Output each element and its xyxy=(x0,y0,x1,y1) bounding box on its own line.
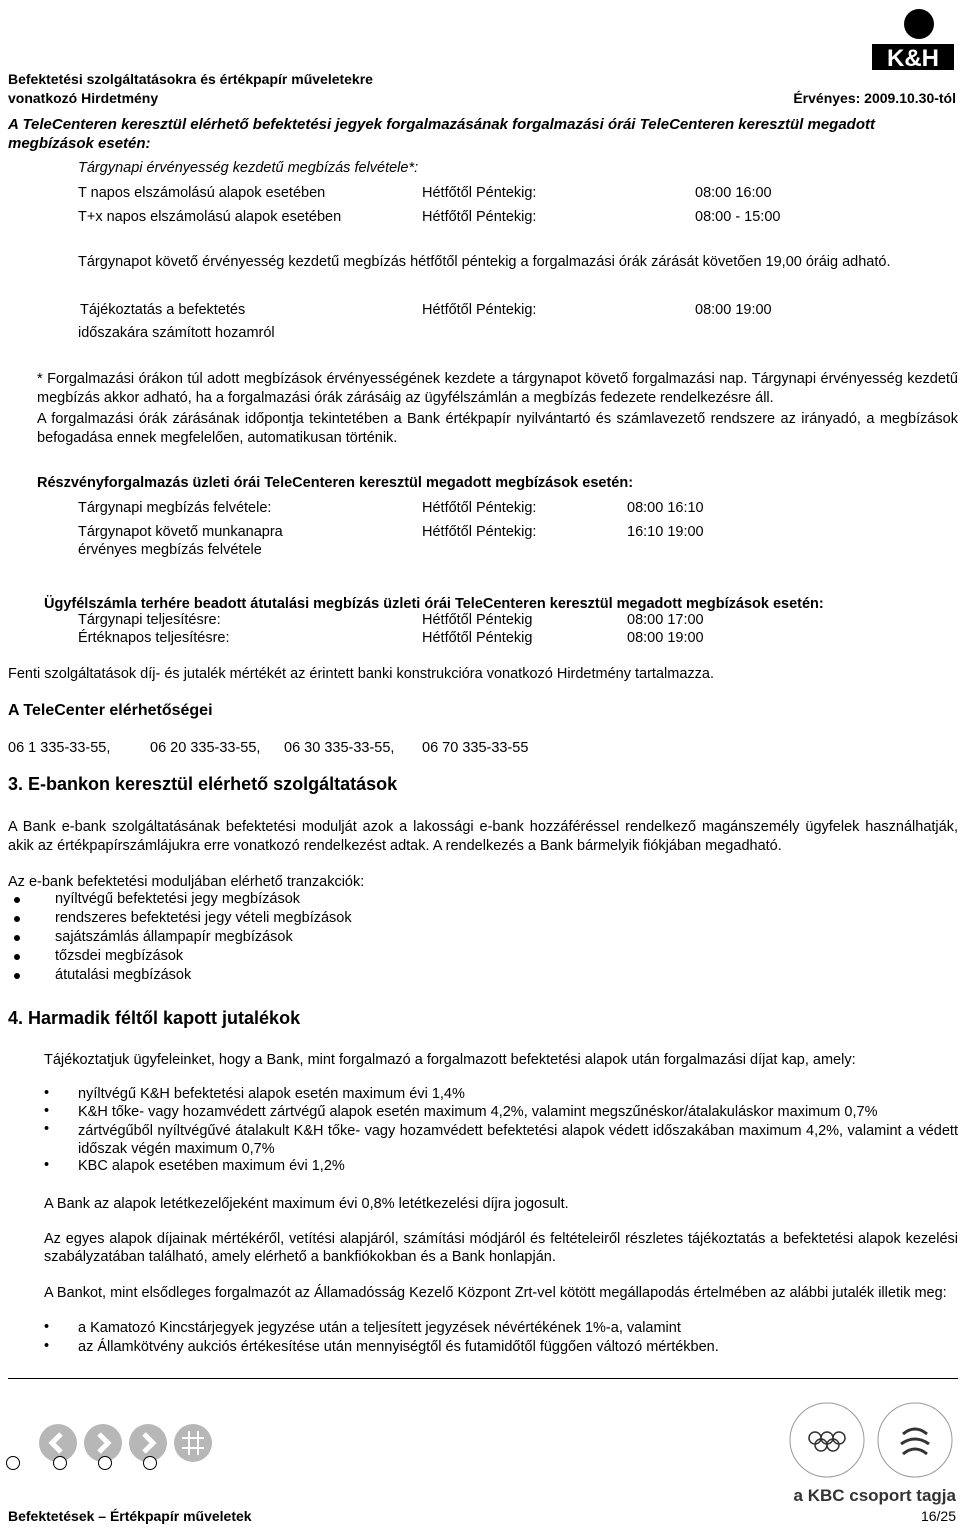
ebank-title: 3. E-bankon keresztül elérhető szolgáltatások xyxy=(8,774,398,794)
shares-row2-label-2: érvényes megbízás felvétele xyxy=(78,542,262,558)
nav-grid-button[interactable] xyxy=(174,1424,212,1462)
same-day-heading: Tárgynapi érvényesség kezdetű megbízás felvétele*: xyxy=(78,160,419,176)
kbc-tagline: a KBC csoport tagja xyxy=(793,1486,956,1505)
list-item: • K&H tőke- vagy hozamvédett zártvégű alapok esetén maximum 4,2%, valamint megszűnéskor/átalakuláskor maximum 0,7% xyxy=(44,1103,878,1120)
info-time: 08:00 19:00 xyxy=(695,302,772,318)
ebank-intro: A Bank e-bank szolgáltatásának befektetési modulját azok a lakossági e-bank hozzáféréssel rendelkező magánszemély ügyfelek használhatják, akik az értékpapírszámlájukra erre vonatkozó rendelkezést adtak. A rendelkezés a Bank bármelyik fiókjában megadható. xyxy=(8,819,958,854)
transfers-row1-time: 08:00 17:00 xyxy=(627,612,704,628)
footer-divider xyxy=(8,1378,958,1379)
phone-2: 06 20 335-33-55, xyxy=(150,740,261,756)
footer-left: Befektetések – Értékpapír műveletek xyxy=(8,1508,252,1524)
telecenter-title-2: megbízások esetén: xyxy=(8,135,151,152)
list-item: • KBC alapok esetében maximum évi 1,2% xyxy=(44,1157,345,1174)
list-item: • zártvégűből nyíltvégűvé átalakult K&H tőke- vagy hozamvédett befektetési alapok védett időszakában maximum 4,2%, valamint a védett időszak végén maximum 0,7% xyxy=(44,1121,958,1157)
telecenter-title-1: A TeleCenteren keresztül elérhető befektetési jegyek forgalmazásának forgalmazási órái TeleCenteren keresztül megadott xyxy=(8,116,875,133)
valid-date: Érvényes: 2009.10.30-tól xyxy=(793,90,956,106)
row-t-days: Hétfőtől Péntekig: xyxy=(422,185,537,201)
shares-row1-time: 08:00 16:10 xyxy=(627,500,704,516)
shares-row2-label-1: Tárgynapot követő munkanapra xyxy=(78,524,283,540)
arrow-circle-icon xyxy=(98,1456,112,1470)
shares-row1-label: Tárgynapi megbízás felvétele: xyxy=(78,500,272,516)
shares-row2-time: 16:10 19:00 xyxy=(627,524,704,540)
phone-4: 06 70 335-33-55 xyxy=(422,740,529,756)
fee-list xyxy=(44,1086,958,1176)
arrow-circle-icon xyxy=(143,1456,157,1470)
header-line2: vonatkozó Hirdetmény xyxy=(8,90,159,106)
row-t-time: 08:00 16:00 xyxy=(695,185,772,201)
info-days: Hétfőtől Péntekig: xyxy=(422,302,537,318)
row-tx-time: 08:00 - 15:00 xyxy=(695,209,781,225)
row-tx-days: Hétfőtől Péntekig: xyxy=(422,209,537,225)
phone-1: 06 1 335-33-55, xyxy=(8,740,111,756)
transfers-row2-days: Hétfőtől Péntekig xyxy=(422,630,533,646)
list-item: • nyíltvégű K&H befektetési alapok esetén maximum évi 1,4% xyxy=(44,1085,465,1102)
arrow-circle-icon xyxy=(6,1456,20,1470)
olympic-team-seal xyxy=(787,1400,867,1480)
shares-row1-days: Hétfőtől Péntekig: xyxy=(422,500,537,516)
transfers-row2-label: Értéknapos teljesítésre: xyxy=(78,630,230,646)
shares-title: Részvényforgalmazás üzleti órái TeleCenteren keresztül megadott megbízások esetén: xyxy=(37,475,634,491)
note-p1: * Forgalmazási órákon túl adott megbízások érvényességének kezdete a tárgynapot követő forgalmazási nap. Tárgynapi érvényesség kezdetű megbízás akkor adható, ha a forgalmazási órák zárásáig az ügyfélszámlán a megbízás fedezete rendelkezésre áll. xyxy=(37,371,958,406)
arrow-circle-icon xyxy=(53,1456,67,1470)
info-label-2: időszakára számított hozamról xyxy=(78,325,275,341)
transfers-row1-label: Tárgynapi teljesítésre: xyxy=(78,612,221,628)
akk-text: A Bankot, mint elsődleges forgalmazót az Államadósság Kezelő Központ Zrt-vel kötött megállapodás értelmében az alábbi jutalék illetik meg: xyxy=(44,1285,947,1301)
transfers-title: Ügyfélszámla terhére beadott átutalási megbízás üzleti órái TeleCenteren keresztül megadott megbízások esetén: xyxy=(44,596,824,612)
header-line1: Befektetési szolgáltatásokra és értékpapír műveletekre xyxy=(8,71,373,87)
third-party-intro: Tájékoztatjuk ügyfeleinket, hogy a Bank, mint forgalmazó a forgalmazott befektetési alapok után forgalmazási díjat kap, amely: xyxy=(44,1052,856,1068)
phone-3: 06 30 335-33-55, xyxy=(284,740,395,756)
page-number: 16/25 xyxy=(920,1508,956,1524)
transfers-row1-days: Hétfőtől Péntekig xyxy=(422,612,533,628)
row-tx-label: T+x napos elszámolású alapok esetében xyxy=(78,209,342,225)
contacts-title: A TeleCenter elérhetőségei xyxy=(8,702,213,719)
logo-text: K&H xyxy=(887,45,939,70)
next-day-text: Tárgynapot követő érvényesség kezdetű megbízás hétfőtől péntekig a forgalmazási órák zárását követően 19,00 óráig adható. xyxy=(78,254,891,270)
custody-text: A Bank az alapok letétkezelőjeként maximum évi 0,8% letétkezelési díjra jogosult. xyxy=(44,1196,569,1212)
fees-note: Fenti szolgáltatások díj- és jutalék mértékét az érintett banki konstrukcióra vonatkozó Hirdetmény tartalmazza. xyxy=(8,666,714,682)
transfers-row2-time: 08:00 19:00 xyxy=(627,630,704,646)
grid-icon xyxy=(174,1424,212,1462)
ebank-list-title: Az e-bank befektetési moduljában elérhető tranzakciók: xyxy=(8,874,365,890)
third-party-title: 4. Harmadik féltől kapott jutalékok xyxy=(8,1008,301,1028)
kh-logo xyxy=(870,4,956,70)
paralympic-team-seal xyxy=(875,1400,955,1480)
row-t-label: T napos elszámolású alapok esetében xyxy=(78,185,326,201)
info-label-1: Tájékoztatás a befektetés xyxy=(80,302,246,318)
shares-row2-days: Hétfőtől Péntekig: xyxy=(422,524,537,540)
details-text: Az egyes alapok díjainak mértékéről, vetítési alapjáról, számítási módjáról és feltételeiről részletes tájékoztatás a befektetési alapok kezelési szabályzatában található, amely elérhető a bankfiókokban és a Bank honlapján. xyxy=(44,1231,958,1265)
note-p2: A forgalmazási órák zárásának időpontja tekintetében a Bank értékpapír nyilvántartó és számlavezető rendszere az irányadó, a megbízások befogadása ennek megfelelően, automatikusan történik. xyxy=(37,411,958,446)
